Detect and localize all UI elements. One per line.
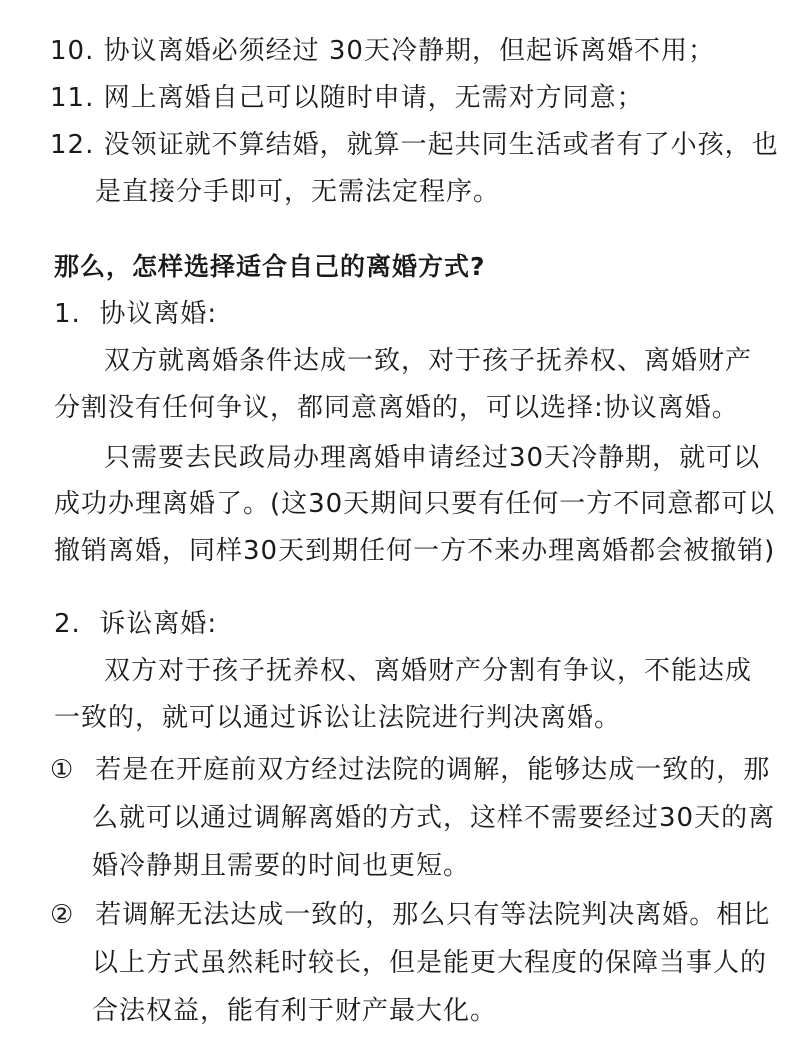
section-1-para2-line3: 撤销离婚，同样30天到期任何一方不来办理离婚都会被撤销) xyxy=(54,536,776,566)
section-title: 诉讼离婚: xyxy=(99,609,218,639)
list-number: 11. xyxy=(50,83,95,113)
section-number: 2. xyxy=(54,609,81,639)
section-1-para1-line2: 分割没有任何争议，都同意离婚的，可以选择:协议离婚。 xyxy=(54,393,739,423)
list-text: 没领证就不算结婚，就算一起共同生活或者有了小孩，也 xyxy=(103,130,779,160)
list-item-12 xyxy=(50,127,800,163)
list-number: 12. xyxy=(50,130,95,160)
section-title: 协议离婚: xyxy=(99,299,218,329)
circled-marker: ② xyxy=(50,900,75,930)
circled-item-1-cont2: 婚冷静期且需要的时间也更短。 xyxy=(92,851,471,881)
list-number: 10. xyxy=(50,36,95,66)
list-item-11 xyxy=(50,80,800,116)
section-1-para1-line1: 双方就离婚条件达成一致，对于孩子抚养权、离婚财产 xyxy=(104,346,753,376)
circled-item-2 xyxy=(50,897,800,933)
circled-item-1 xyxy=(50,752,800,788)
item-text: 若是在开庭前双方经过法院的调解，能够达成一致的，那 xyxy=(95,755,771,785)
item-text: 若调解无法达成一致的，那么只有等法院判决离婚。相比 xyxy=(95,900,771,930)
circled-item-2-cont2: 合法权益，能有利于财产最大化。 xyxy=(92,996,498,1026)
list-item-12-cont xyxy=(95,174,800,210)
section-1-heading xyxy=(54,296,800,332)
section-number: 1. xyxy=(54,299,81,329)
list-text: 是直接分手即可，无需法定程序。 xyxy=(95,177,501,207)
circled-item-2-cont1: 以上方式虽然耗时较长，但是能更大程度的保障当事人的 xyxy=(92,948,768,978)
section-2-para1-line2: 一致的，就可以通过诉讼让法院进行判决离婚。 xyxy=(54,703,622,733)
question-heading: 那么，怎样选择适合自己的离婚方式? xyxy=(54,252,486,281)
list-item-10 xyxy=(50,33,800,69)
section-2-heading xyxy=(54,606,800,642)
list-text: 网上离婚自己可以随时申请，无需对方同意； xyxy=(103,83,644,113)
section-1-para2-line2: 成功办理离婚了。(这30天期间只要有任何一方不同意都可以 xyxy=(54,489,776,519)
circled-item-1-cont1: 么就可以通过调解离婚的方式，这样不需要经过30天的离 xyxy=(92,803,776,833)
circled-marker: ① xyxy=(50,755,75,785)
section-2-para1-line1: 双方对于孩子抚养权、离婚财产分割有争议，不能达成 xyxy=(104,656,753,686)
list-text: 协议离婚必须经过 30天冷静期，但起诉离婚不用； xyxy=(103,36,715,66)
section-1-para2-line1: 只需要去民政局办理离婚申请经过30天冷静期，就可以 xyxy=(104,443,761,473)
